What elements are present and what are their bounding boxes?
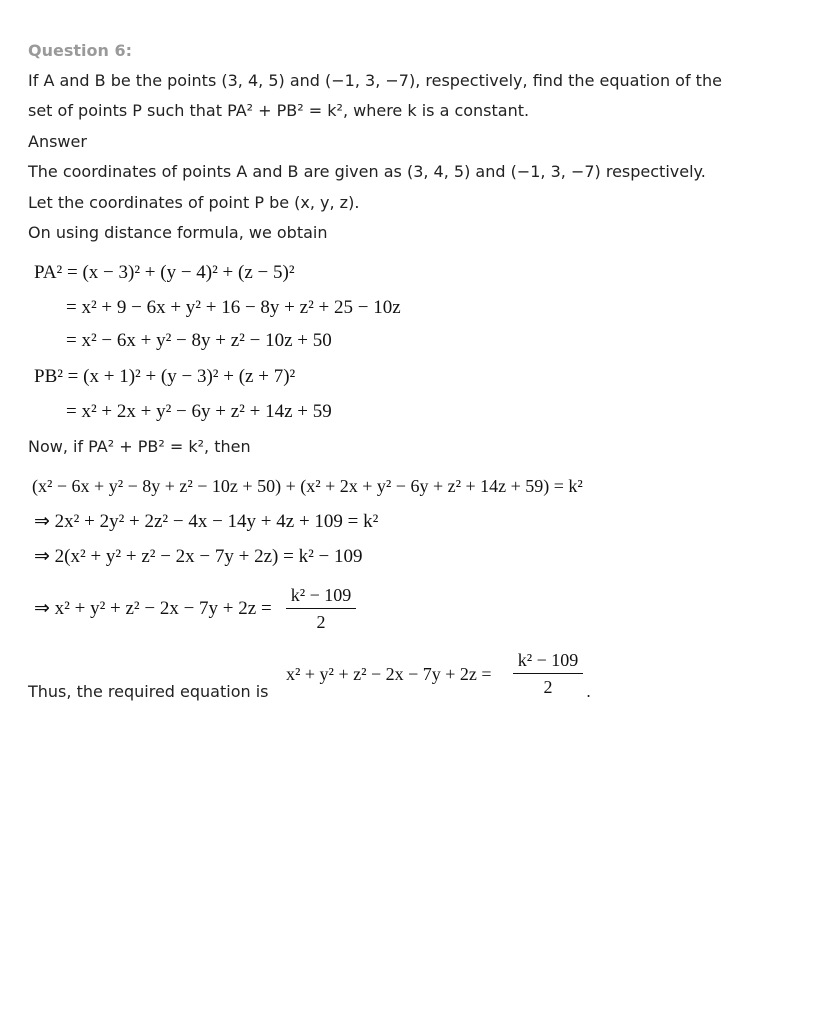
fraction-denominator: 2 <box>543 677 553 697</box>
sum-equation-line-3: ⇒ 2(x² + y² + z² − 2x − 7y + 2z) = k² − 109 <box>34 546 363 567</box>
final-equation-lhs: x² + y² + z² − 2x − 7y + 2z = <box>286 664 492 684</box>
conclusion-text: Thus, the required equation is <box>28 682 269 701</box>
sum-equation-line-4-fraction <box>286 584 356 634</box>
answer-text-line-3: On using distance formula, we obtain <box>28 223 328 242</box>
sum-equation-line-1: (x² − 6x + y² − 8y + z² − 10z + 50) + (x² + 2x + y² − 6y + z² + 14z + 59) = k² <box>32 476 583 496</box>
sum-equation-line-4-lhs: ⇒ x² + y² + z² − 2x − 7y + 2z = <box>34 598 272 619</box>
final-period: . <box>586 682 592 701</box>
pb-equation-line-1: PB² = (x + 1)² + (y − 3)² + (z + 7)² <box>34 366 296 387</box>
fraction-numerator: k² − 109 <box>290 585 352 605</box>
answer-text-line-4: Now, if PA² + PB² = k², then <box>28 437 251 456</box>
fraction-denominator: 2 <box>316 612 326 632</box>
pb-equation-line-2: = x² + 2x + y² − 6y + z² + 14z + 59 <box>66 401 332 422</box>
pa-equation-line-1: PA² = (x − 3)² + (y − 4)² + (z − 5)² <box>34 262 295 283</box>
question-text-line-2: set of points P such that PA² + PB² = k², where k is a constant. <box>28 101 530 120</box>
question-text-line-1: If A and B be the points (3, 4, 5) and (−1, 3, −7), respectively, find the equation of the <box>28 71 722 90</box>
fraction-numerator: k² − 109 <box>517 650 579 670</box>
answer-text-line-2: Let the coordinates of point P be (x, y, z). <box>28 193 360 212</box>
pa-equation-line-3: = x² − 6x + y² − 8y + z² − 10z + 50 <box>66 330 332 351</box>
sum-equation-line-2: ⇒ 2x² + 2y² + 2z² − 4x − 14y + 4z + 109 = k² <box>34 511 379 532</box>
answer-text-line-1: The coordinates of points A and B are given as (3, 4, 5) and (−1, 3, −7) respectively. <box>28 162 706 181</box>
fraction-bar <box>286 608 356 609</box>
final-equation-fraction <box>513 649 583 699</box>
answer-label: Answer <box>28 132 87 151</box>
fraction-bar <box>513 673 583 674</box>
question-heading: Question 6: <box>28 41 132 60</box>
pa-equation-line-2: = x² + 9 − 6x + y² + 16 − 8y + z² + 25 − 10z <box>66 297 401 318</box>
